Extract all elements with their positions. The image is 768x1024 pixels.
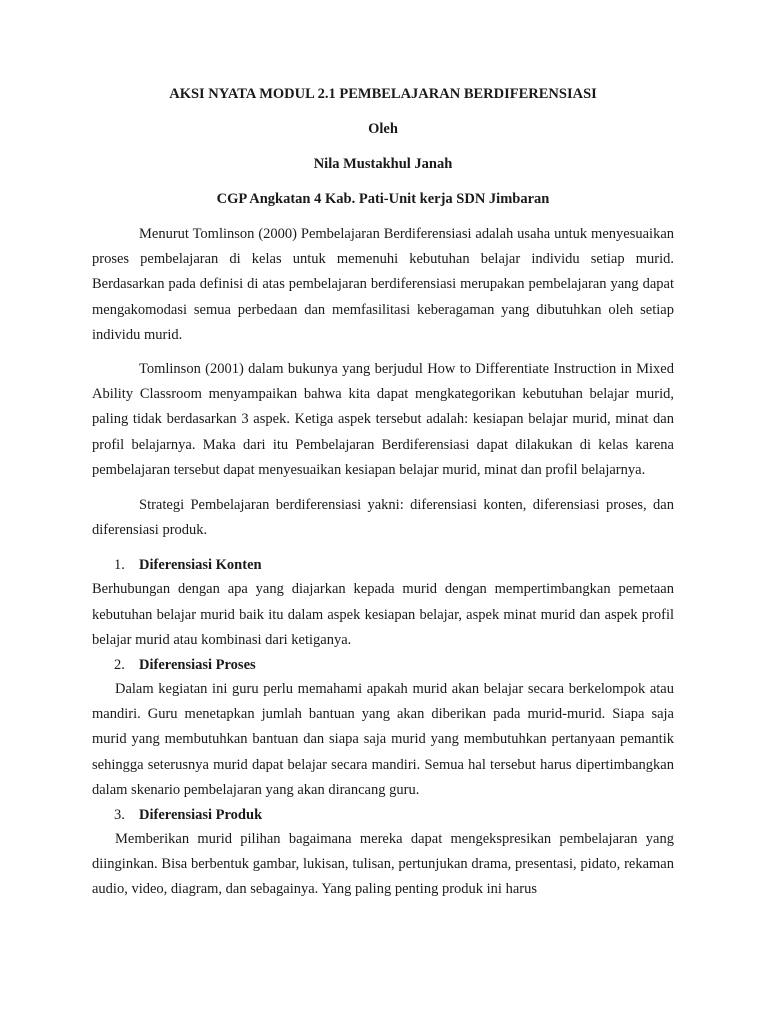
list-item-heading [92,653,674,677]
list-item-body: Dalam kegiatan ini guru perlu memahami apakah murid akan belajar secara berkelompok atau mandiri. Guru menetapkan jumlah bantuan yang akan diberikan pada murid-murid. Siapa saja murid yang membutuhkan bantuan dan siapa saja murid yang membutuhkan pertanyaan pemantik sehingga seterusnya murid dapat belajar secara mandiri. Semua hal tersebut harus dipertimbangkan dalam skenario pembelajaran yang akan dirancang guru. [92,681,674,798]
paragraph-definition: Menurut Tomlinson (2000) Pembelajaran Berdiferensiasi adalah usaha untuk menyesuaikan proses pembelajaran di kelas untuk memenuhi kebutuhan belajar individu setiap murid. Berdasarkan pada definisi di atas pembelajaran berdiferensiasi merupakan pembelajaran yang dapat mengakomodasi semua perbedaan dan memfasilitasi keberagaman yang dibutuhkan oleh setiap individu murid. [92,226,674,343]
list-item-number: 3. [114,807,125,824]
document-title: AKSI NYATA MODUL 2.1 PEMBELAJARAN BERDIFERENSIASI [169,86,597,102]
document-page [92,84,674,903]
list-item-title: Diferensiasi Konten [139,557,262,574]
list-item-heading [92,803,674,827]
list-item-number: 1. [114,557,125,574]
list-item-body: Berhubungan dengan apa yang diajarkan kepada murid dengan mempertimbangkan pemetaan kebutuhan belajar murid baik itu dalam aspek kesiapan belajar, aspek minat murid dan aspek profil belajar murid atau kombinasi dari ketiganya. [92,581,674,648]
author-name: Nila Mustakhul Janah [313,156,453,172]
list-item-number: 2. [114,657,125,674]
list-item-body: Memberikan murid pilihan bagaimana mereka dapat mengekspresikan pembelajaran yang diinginkan. Bisa berbentuk gambar, lukisan, tulisan, pertunjukan drama, presentasi, pidato, rekaman audio, video, diagram, dan sebagainya. Yang paling penting produk ini harus [92,831,674,898]
paragraph-tomlinson-2001: Tomlinson (2001) dalam bukunya yang berjudul How to Differentiate Instruction in Mixed Ability Classroom menyampaikan bahwa kita dapat mengkategorikan kebutuhan belajar murid, paling tidak berdasarkan 3 aspek. Ketiga aspek tersebut adalah: kesiapan belajar murid, minat dan profil belajarnya. Maka dari itu Pembelajaran Berdiferensiasi dapat dilakukan di kelas karena pembelajaran tersebut dapat menyesuaikan kesiapan belajar murid, minat dan profil belajarnya. [92,361,674,478]
by-line: Oleh [368,121,398,137]
author-affiliation: CGP Angkatan 4 Kab. Pati-Unit kerja SDN Jimbaran [216,191,550,207]
list-item-title: Diferensiasi Produk [139,807,263,824]
list-item-heading [92,553,674,577]
paragraph-strategy: Strategi Pembelajaran berdiferensiasi yakni: diferensiasi konten, diferensiasi proses, dan diferensiasi produk. [92,497,674,539]
list-item-title: Diferensiasi Proses [139,657,256,674]
